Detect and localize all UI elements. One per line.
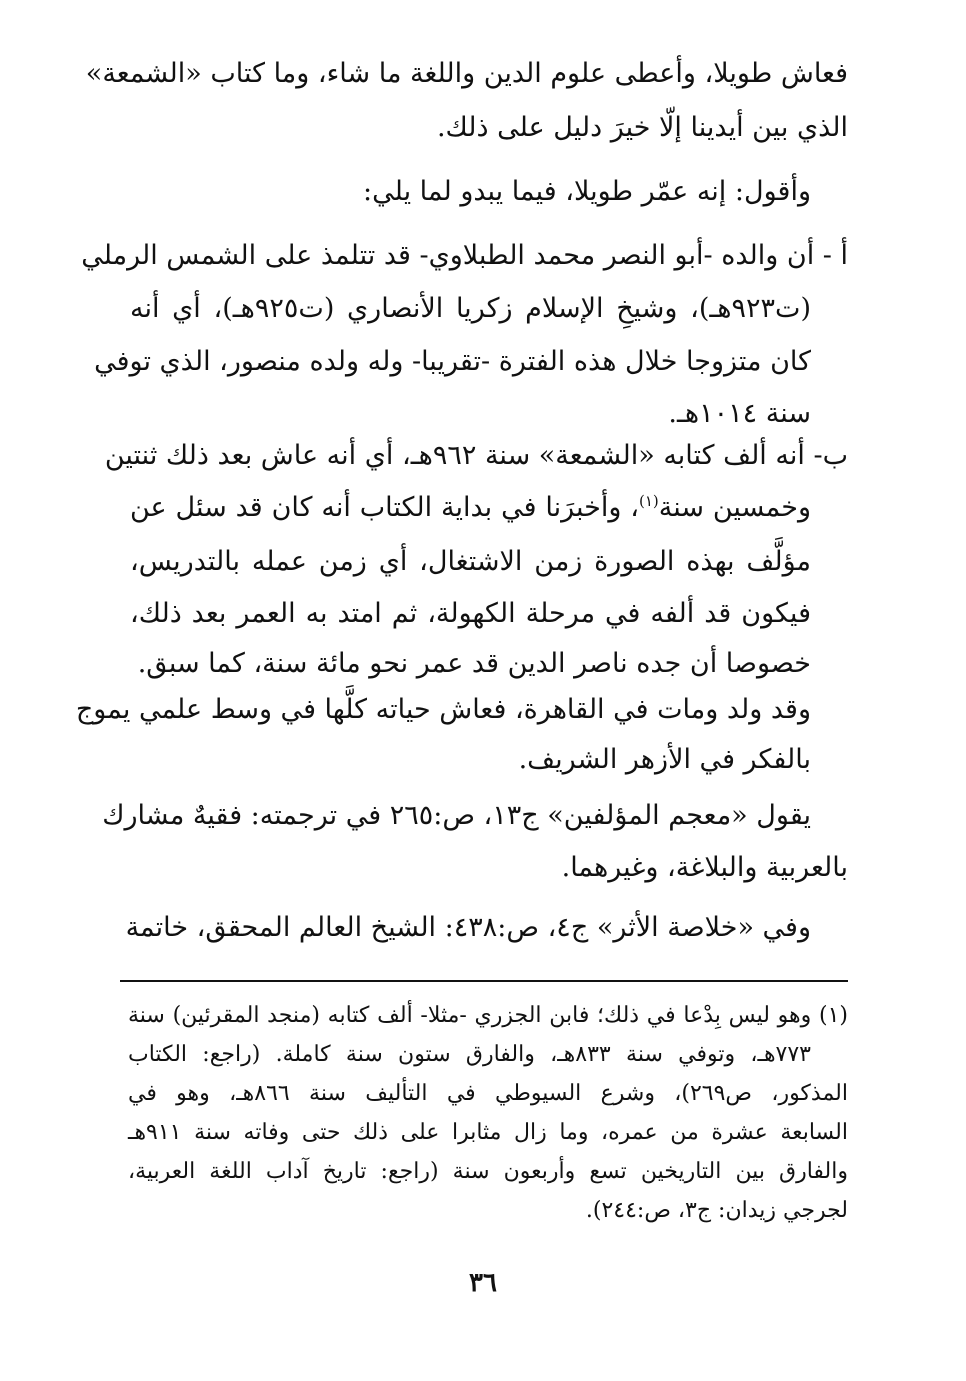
body-line-3: وأقول: إنه عمّر طويلا، فيما يبدو لما يلي: xyxy=(363,176,811,207)
body-line-14: بالفكر في الأزهر الشريف. xyxy=(518,744,811,775)
body-line-13: وقد ولد ومات في القاهرة، فعاش حياته كلَّها في وسط علمي يموج xyxy=(75,694,811,725)
body-line-16: بالعربية والبلاغة، وغيرهما. xyxy=(561,852,848,883)
body-line-1: فعاش طويلا، وأعطى علوم الدين واللغة ما شاء، وما كتاب «الشمعة» xyxy=(85,58,848,89)
item-a-line-3: كان متزوجا خلال هذه الفترة -تقريبا- وله ولده منصور، الذي توفي xyxy=(94,346,811,377)
footnote-separator xyxy=(120,980,848,982)
footnote-line-1: (١) وهو ليس بِدْعا في ذلك؛ فابن الجزري -مثلا- ألف كتابه (منجد المقرئين) سنة xyxy=(128,1003,848,1028)
body-line-15: يقول «معجم المؤلفين» ج١٣، ص:٢٦٥ في ترجمته: فقيهٌ مشارك xyxy=(102,800,811,831)
item-b-line-2-start: وخمسين سنة xyxy=(658,492,811,523)
item-a-line-2: (ت٩٢٣هـ)، وشيخِ الإسلام زكريا الأنصاري (ت٩٢٥هـ)، أي أنه xyxy=(130,293,811,324)
item-b-line-3: مؤلَّف بهذه الصورة زمن الاشتغال، أي زمن عمله بالتدريس، xyxy=(130,546,811,577)
page-number: ٣٦ xyxy=(469,1268,497,1298)
item-b-line-2-end: ، وأخبرَنا في بداية الكتاب أنه كان قد سئل عن xyxy=(130,492,639,523)
item-a-line-1: أ - أن والده -أبو النصر محمد الطبلاوي- قد تتلمذ على الشمس الرملي xyxy=(81,240,848,271)
body-line-17: وفي «خلاصة الأثر» ج٤، ص:٤٣٨: الشيخ العالم المحقق، خاتمة xyxy=(125,912,811,943)
footnote-line-4: السابعة عشرة من عمره، وما زال مثابرا على ذلك حتى وفاته سنة ٩١١هـ xyxy=(128,1120,848,1145)
item-b-line-2 xyxy=(130,492,811,523)
item-b-line-5: خصوصا أن جده ناصر الدين قد عمر نحو مائة سنة، كما سبق. xyxy=(137,648,811,679)
item-b-line-4: فيكون قد ألفه في مرحلة الكهولة، ثم امتد به العمر بعد ذلك، xyxy=(130,598,811,629)
footnote-line-3: المذكور، ص٢٦٩)، وشرع السيوطي في التأليف سنة ٨٦٦هـ، وهو في xyxy=(128,1081,848,1106)
footnote-line-2: ٧٧٣هـ، وتوفي سنة ٨٣٣هـ، والفارق ستون سنة كاملة. (راجع: الكتاب xyxy=(128,1042,811,1067)
footnote-line-6: لجرجي زيدان: ج٣، ص:٢٤٤). xyxy=(585,1198,848,1223)
footnote-line-5: والفارق بين التاريخين تسع وأربعون سنة (راجع: تاريخ آداب اللغة العربية، xyxy=(128,1159,848,1184)
footnote-reference: (١) xyxy=(638,492,659,510)
item-b-line-1: ب- أنه ألف كتابه «الشمعة» سنة ٩٦٢هـ، أي أنه عاش بعد ذلك ثنتين xyxy=(104,440,848,471)
body-line-2: الذي بين أيدينا إلّا خيرَ دليل على ذلك. xyxy=(436,112,848,143)
item-a-line-4: سنة ١٠١٤هـ. xyxy=(668,398,811,429)
